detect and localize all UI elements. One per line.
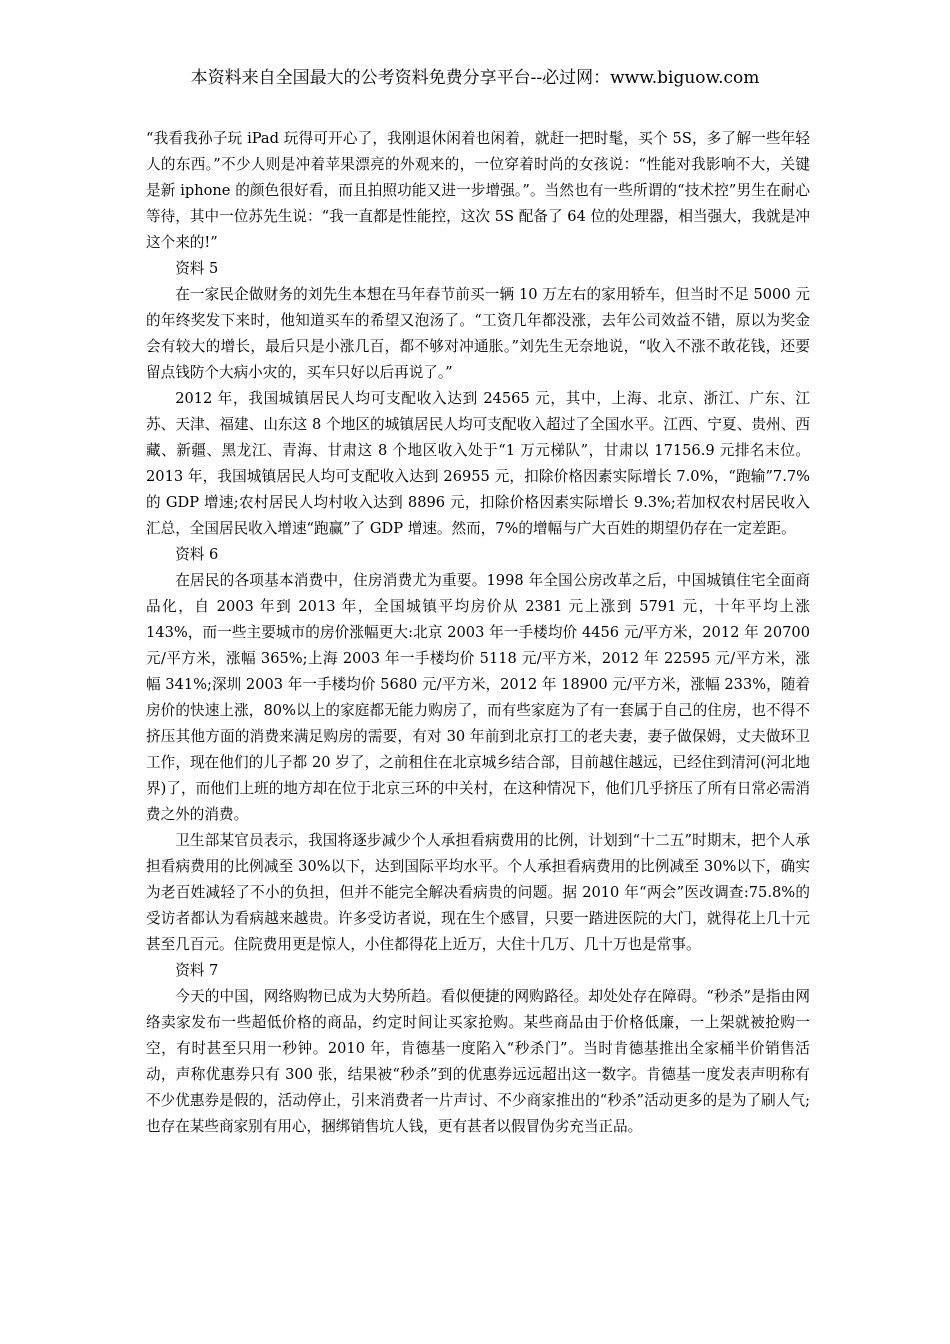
section-heading-material-7: 资料 7	[175, 962, 219, 979]
header-text: 本资料来自全国最大的公考资料免费分享平台--必过网：www.biguow.com	[190, 68, 760, 88]
section-heading-material-6: 资料 6	[175, 546, 219, 563]
paragraph-liu-car: 在一家民企做财务的刘先生本想在马年春节前买一辆 10 万左右的家用轿车，但当时不足 5000 元的年终奖发下来时，他知道买车的希望又泡汤了。“工资几年都没涨，去年公司效益不错，原以为奖金会有较大的增长，最后只是小涨几百，都不够对冲通胀。”刘先生无奈地说，“收入不涨不敢花钱，还要留点钱防个大病小灾的，买车只好以后再说了。”	[146, 286, 810, 381]
paragraph-housing: 在居民的各项基本消费中，住房消费尤为重要。1998 年全国公房改革之后，中国城镇住宅全面商品化，自 2003 年到 2013 年，全国城镇平均房价从 2381 元上涨到 5791 元，十年平均上涨 143%，而一些主要城市的房价涨幅更大:北京 2003 年一手楼均价 4456 元/平方米，2012 年 20700 元/平方米，涨幅 365%;上海 2003 年一手楼均价 5118 元/平方米，2012 年 22595 元/平方米，涨幅 341%;深圳 2003 年一手楼均价 5680 元/平方米，2012 年 18900 元/平方米，涨幅 233%，随着房价的快速上涨，80%以上的家庭都无能力购房了，而有些家庭为了有一套属于自己的住房，也不得不挤压其他方面的消费来满足购房的需要，有对 30 年前到北京打工的老夫妻，妻子做保姆，丈夫做环卫工作，现在他们的儿子都 20 岁了，之前租住在北京城乡结合部，目前越住越远，已经住到清河(河北地界)了，而他们上班的地方却在位于北京三环的中关村，在这种情况下，他们几乎挤压了所有日常必需消费之外的消费。	[146, 572, 810, 823]
paragraph-online-shopping: 今天的中国，网络购物已成为大势所趋。看似便捷的网购路径。却处处存在障碍。“秒杀”是指由网络卖家发布一些超低价格的商品，约定时间让买家抢购。某些商品由于价格低廉，一上架就被抢购一空，有时甚至只用一秒钟。2010 年，肯德基一度陷入“秒杀门”。当时肯德基推出全家桶半价销售活动，声称优惠券只有 300 张，结果被“秒杀”到的优惠券远远超出这一数字。肯德基一度发表声明称有不少优惠券是假的，活动停止，引来消费者一片声讨、不少商家推出的“秒杀”活动更多的是为了刷人气;也存在某些商家别有用心，捆绑销售坑人钱，更有甚者以假冒伪劣充当正品。	[146, 988, 810, 1135]
paragraph-quotes: “我看我孙子玩 iPad 玩得可开心了，我刚退休闲着也闲着，就赶一把时髦，买个 5S，多了解一些年轻人的东西。”不少人则是冲着苹果漂亮的外观来的，一位穿着时尚的女孩说：“性能对我影响不大，关键是新 iphone 的颜色很好看，而且拍照功能又进一步增强。”。当然也有一些所谓的“技术控”男生在耐心等待，其中一位苏先生说：“我一直都是性能控，这次 5S 配备了 64 位的处理器，相当强大，我就是冲这个来的!”	[146, 130, 810, 251]
paragraph-income-2012: 2012 年，我国城镇居民人均可支配收入达到 24565 元，其中，上海、北京、浙江、广东、江苏、天津、福建、山东这 8 个地区的城镇居民人均可支配收入超过了全国水平。江西、宁夏、贵州、西藏、新疆、黑龙江、青海、甘肃这 8 个地区收入处于“1 万元梯队”，甘肃以 17156.9 元排名末位。2013 年，我国城镇居民人均可支配收入达到 26955 元，扣除价格因素实际增长 7.0%，“跑输”7.7%的 GDP 增速;农村居民人均村收入达到 8896 元，扣除价格因素实际增长 9.3%;若加权农村居民收入汇总，全国居民收入增速“跑赢”了 GDP 增速。然而，7%的增幅与广大百姓的期望仍存在一定差距。	[146, 390, 810, 537]
paragraph-medical: 卫生部某官员表示，我国将逐步减少个人承担看病费用的比例，计划到“十二五”时期末，把个人承担看病费用的比例减至 30%以下，达到国际平均水平。个人承担看病费用的比例减至 30%以下，确实为老百姓减轻了不小的负担，但并不能完全解决看病贵的问题。据 2010 年“两会”医改调查:75.8%的受访者都认为看病越来越贵。许多受访者说，现在生个感冒，只要一踏进医院的大门，就得花上几十元甚至几百元。住院费用更是惊人，小住都得花上近万，大住十几万、几十万也是常事。	[146, 832, 810, 953]
section-heading-material-5: 资料 5	[175, 260, 219, 277]
document-body	[146, 126, 810, 1140]
page-header	[0, 66, 950, 90]
